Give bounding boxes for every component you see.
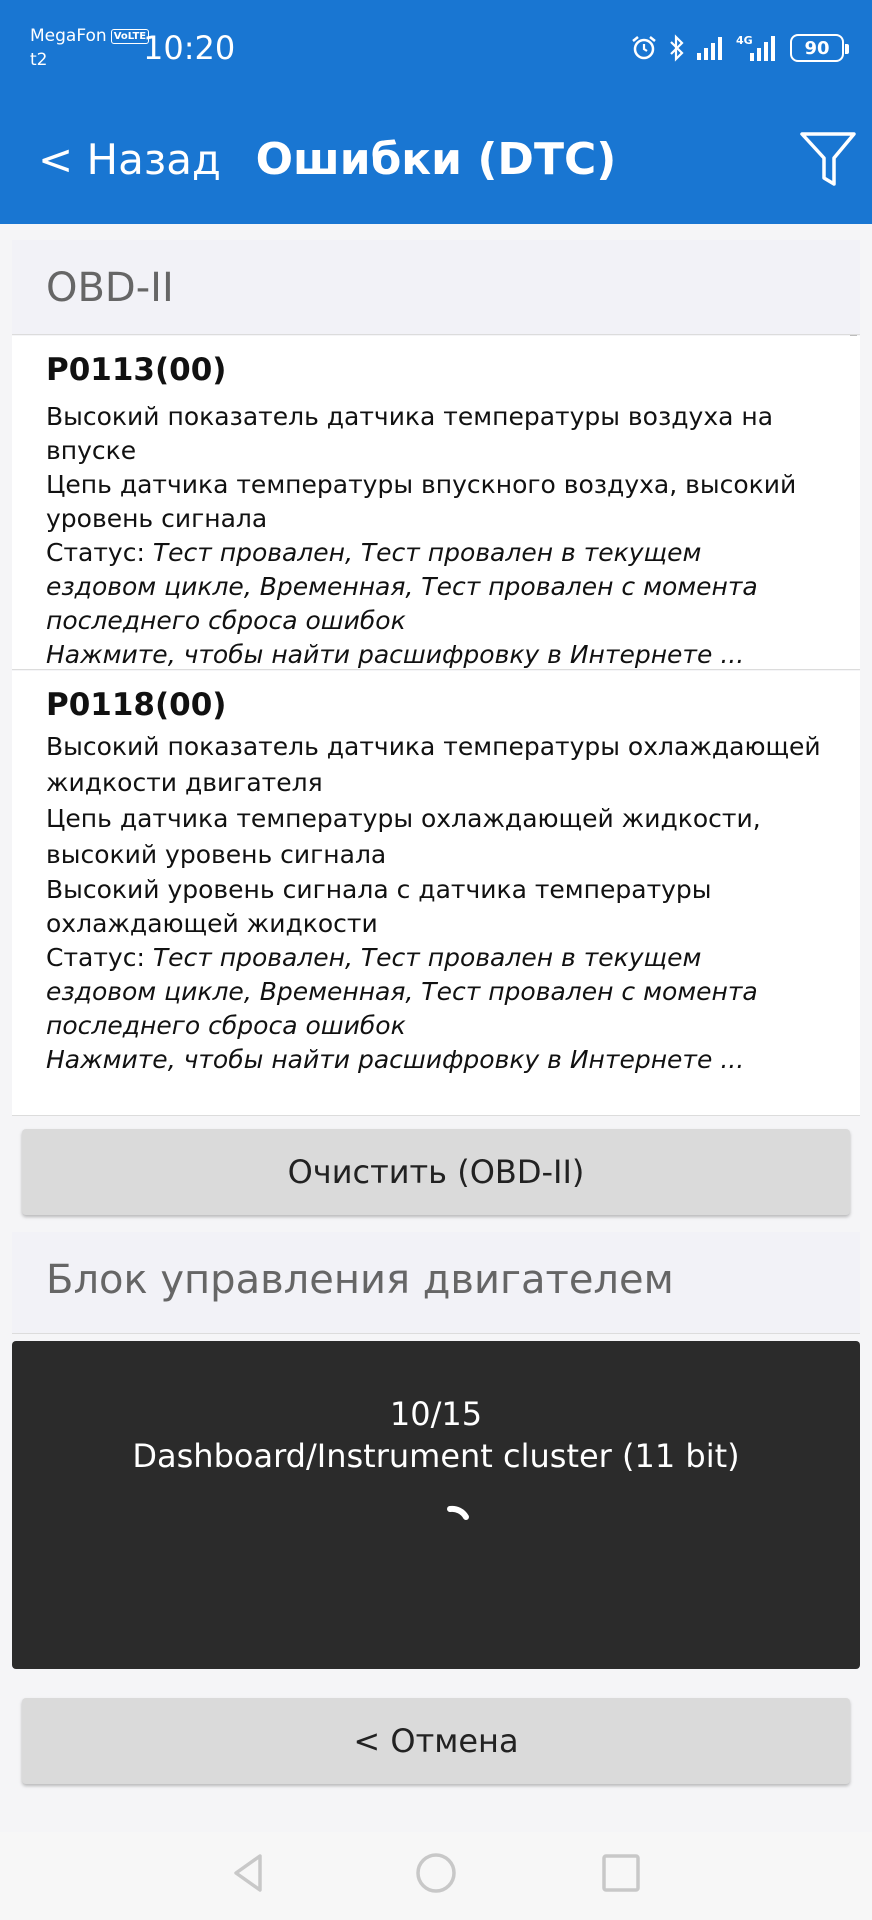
dtc-description: Цепь датчика температуры впускного воздуха, высокий	[46, 470, 797, 499]
status-value: Тест провален, Тест провален в текущем	[152, 943, 702, 972]
carrier-info	[30, 24, 149, 72]
dtc-status	[46, 941, 860, 975]
status-value: Тест провален, Тест провален в текущем	[152, 538, 702, 567]
carrier-secondary: t2	[30, 50, 48, 70]
spinner-icon	[446, 1499, 482, 1535]
search-online-link[interactable]: Нажмите, чтобы найти расшифровку в Интернете ...	[46, 640, 745, 669]
section-header-ecu: Блок управления двигателем	[12, 1232, 860, 1334]
section-header-obd: OBD-II	[12, 240, 860, 335]
battery-icon	[790, 34, 844, 62]
dtc-description: высокий уровень сигнала	[46, 840, 387, 869]
page-title: Ошибки (DTC)	[255, 134, 617, 185]
progress-count: 10/15	[389, 1395, 483, 1433]
cancel-button[interactable]: < Отмена	[22, 1698, 850, 1784]
battery-level: 90	[804, 37, 830, 59]
app-bar	[0, 96, 872, 224]
nav-recent-button[interactable]	[596, 1848, 646, 1898]
volte-badge: VoLTE	[111, 29, 149, 44]
status-value: ездовом цикле, Временная, Тест провален с момента	[46, 572, 758, 601]
carrier-name: MegaFon	[30, 26, 107, 46]
nav-home-button[interactable]	[411, 1848, 461, 1898]
filter-button[interactable]	[798, 126, 858, 192]
nav-back-icon	[224, 1848, 274, 1898]
dtc-item-p0113[interactable]	[12, 336, 860, 670]
dtc-description: жидкости двигателя	[46, 768, 323, 797]
back-button[interactable]: < Назад	[38, 135, 221, 184]
signal-icon	[696, 35, 726, 61]
status-bar	[0, 0, 872, 96]
filter-icon	[798, 126, 858, 192]
dtc-status	[46, 536, 860, 570]
progress-dialog	[12, 1341, 860, 1669]
nav-recent-icon	[596, 1848, 646, 1898]
dtc-code: P0113(00)	[46, 352, 227, 388]
nav-back-button[interactable]	[224, 1848, 274, 1898]
dtc-description: Высокий уровень сигнала с датчика температуры	[46, 875, 712, 904]
clear-obd-button[interactable]: Очистить (OBD-II)	[22, 1129, 850, 1215]
dtc-description: Высокий показатель датчика температуры охлаждающей	[46, 732, 821, 761]
system-icons	[630, 30, 844, 66]
status-value: последнего сброса ошибок	[46, 606, 406, 635]
dtc-description: Высокий показатель датчика температуры воздуха на впуске	[46, 402, 774, 465]
svg-text:4G: 4G	[736, 34, 753, 47]
status-time: 10:20	[143, 29, 236, 67]
status-label: Статус:	[46, 538, 145, 567]
dtc-item-p0118[interactable]	[12, 671, 860, 1116]
progress-module-name: Dashboard/Instrument cluster (11 bit)	[132, 1437, 740, 1475]
search-online-link[interactable]: Нажмите, чтобы найти расшифровку в Интернете ...	[46, 1045, 745, 1074]
status-label: Статус:	[46, 943, 145, 972]
signal-4g-icon	[736, 33, 780, 63]
status-value: ездовом цикле, Временная, Тест провален с момента	[46, 977, 758, 1006]
dtc-list[interactable]	[0, 224, 872, 1832]
status-value: последнего сброса ошибок	[46, 1011, 406, 1040]
system-nav-bar	[0, 1832, 872, 1920]
dtc-description: Цепь датчика температуры охлаждающей жидкости,	[46, 804, 761, 833]
dtc-description: охлаждающей жидкости	[46, 909, 378, 938]
alarm-icon	[630, 34, 658, 62]
bluetooth-icon	[668, 34, 686, 62]
nav-home-icon	[411, 1848, 461, 1898]
dtc-description: уровень сигнала	[46, 504, 268, 533]
dtc-code: P0118(00)	[46, 687, 227, 723]
